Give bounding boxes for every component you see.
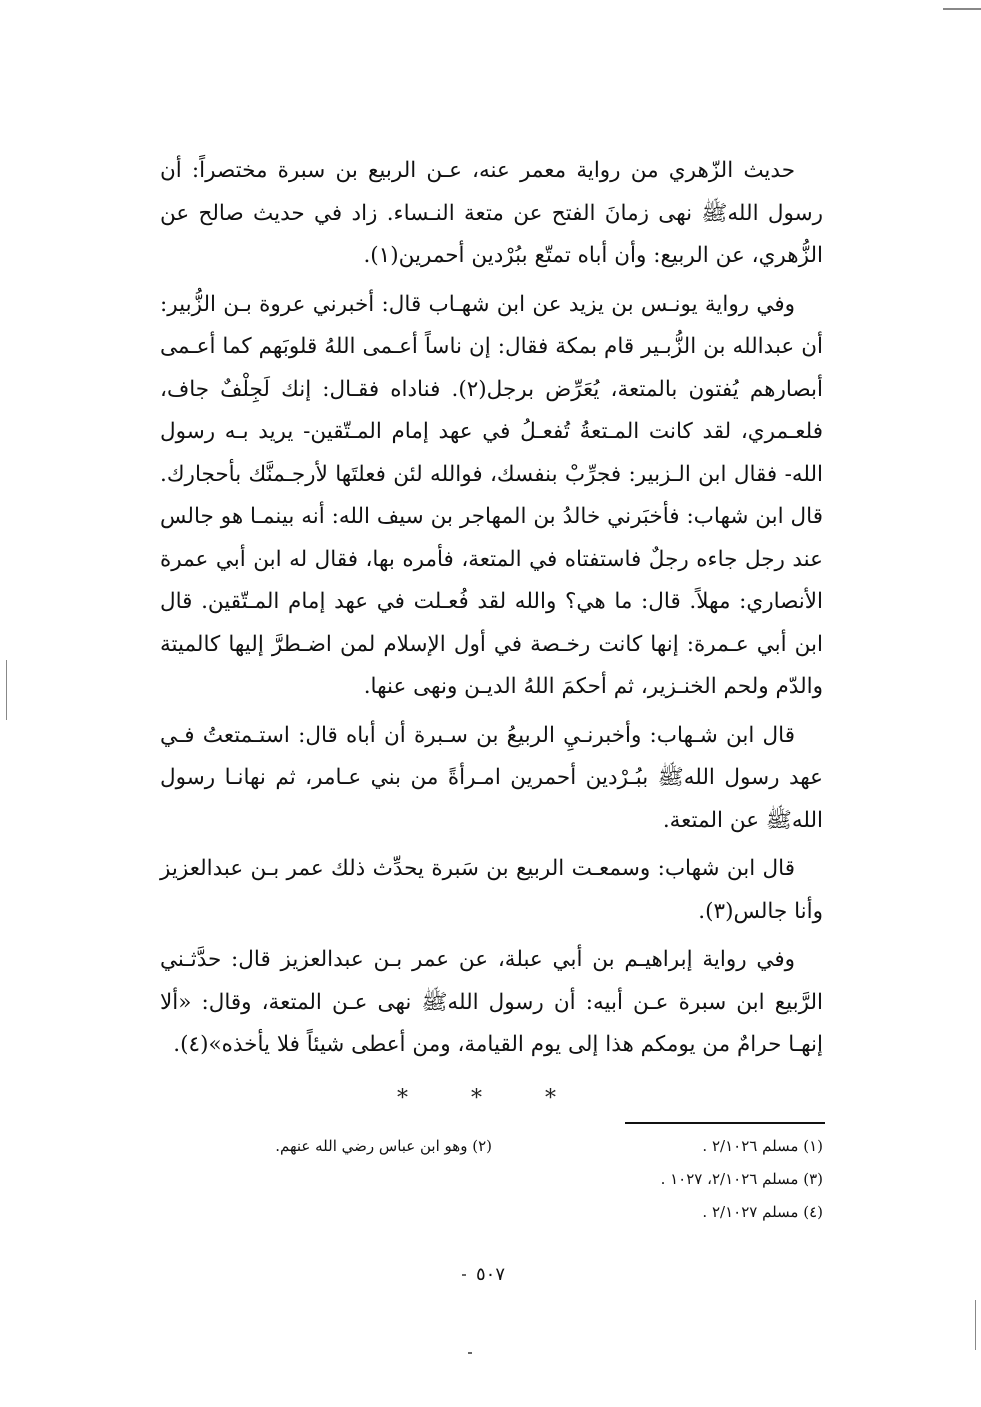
footnote-1: (١) مسلم ٢/١٠٢٦ . [702,1137,823,1155]
paragraph: وفي رواية يونـس بن يزيد عن ابن شهـاب قال: أخبرني عروة بـن الزُّبير: أن عبدالله بن الزُّبـير قام بمكة فقال: إن ناساً أعـمى اللهُ قلوبَهم كما أعـمى أبصارهم يُفتون بالمتعة، يُعَرِّض برجل(٢). فناداه فقـال: إنك لَجِلْفٌ جاف، فلعـمري، لقد كانت المـتعةُ تُفعـلُ في عهد إمام المـتّقين- يريد بـه رسول الله- فقال ابن الـزبير: فجرِّبْ بنفسك، فوالله لئن فعلتَها لأرجـمنَّك بأحجارك. قال ابن شهاب: فأخبَرني خالدُ بن المهاجر بن سيف الله: أنه بينمـا هو جالس عند رجل جاءه رجلٌ فاستفتاه في المتعة، فأمره بها، فقال له ابن أبي عمرة الأنصاري: مهلاً. قال: ما هي؟ والله لقد فُعـلت في عهد إمام المـتّقين. قال ابن أبي عـمرة: إنها كانت رخـصة في أول الإسلام لمن اضـطرَّ إليها كالميتة والدّم ولحم الخنـزير، ثم أحكمَ اللهُ الديـن ونهى عنها. [160,291,824,699]
footnote-3: (٣) مسلم ٢/١٠٢٦، ١٠٢٧ . [660,1170,823,1188]
scan-margin-tick [6,660,7,720]
footnote-divider [625,1122,825,1124]
paragraph: قال ابن شهاب: وسمعـت الربيع بن سَبرة يحدِّث ذلك عمر بـن عبدالعزيز وأنا جالس(٣). [160,856,823,924]
footnote-4: (٤) مسلم ٢/١٠٢٧ . [702,1203,823,1221]
scan-speck [468,1352,472,1354]
section-ornament: * * * [397,1086,584,1111]
scan-corner-mark [943,8,981,10]
page-number: ٥٠٧ [475,1264,505,1285]
scan-margin-tick [975,1300,976,1350]
footnote-2: (٢) وهو ابن عباس رضي الله عنهم. [275,1137,492,1155]
footnotes [160,1130,823,1229]
paragraph: قال ابن شـهاب: وأخبرنـيِ الربيعُ بن سـبرة أن أباه قال: استـمتعتُ فـي عهد رسول اللهﷺ ببُـرْدين أحمرين امـرأةً من بني عـامر، ثم نهانـا رسول اللهﷺ عن المتعة. [160,722,823,833]
main-text [160,150,823,1073]
paragraph: وفي رواية إبراهيـم بن أبي عبلة، عن عمر بـن عبدالعزيز قال: حدَّثـني الرَّبيع ابن سبرة عـن أبيه: أن رسول اللهﷺ نهى عـن المتعة، وقال: «ألا إنهـا حرامٌ من يومكم هذا إلى يوم القيامة، ومن أعطى شيئاً فلا يأخذه»(٤). [160,947,823,1057]
paragraph: حديث الزّهري من رواية معمر عنه، عـن الربيع بن سبرة مختصراً: أن رسول اللهﷺ نهى زمانَ الفتح عن متعة النـساء. زاد في حديث صالح عن الزُّهري، عن الربيع: وأن أباه تمتّع ببُرْدين أحمرين(١). [160,158,823,268]
